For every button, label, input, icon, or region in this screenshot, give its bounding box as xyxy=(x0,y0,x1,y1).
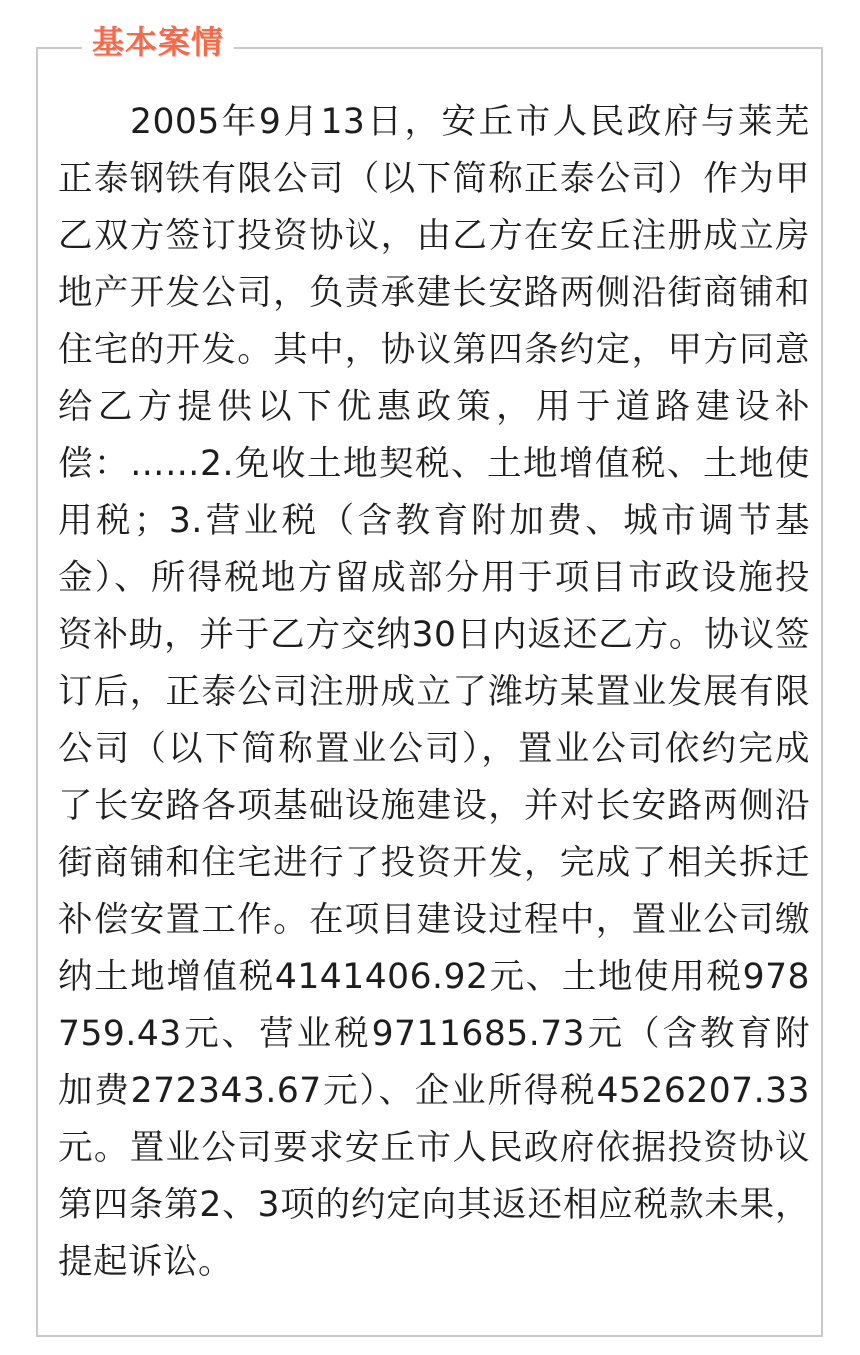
case-paragraph: 2005年9月13日，安丘市人民政府与莱芜正泰钢铁有限公司（以下简称正泰公司）作为甲乙双方签订投资协议，由乙方在安丘注册成立房地产开发公司，负责承建长安路两侧沿街商铺和住宅的开发。其中，协议第四条约定，甲方同意给乙方提供以下优惠政策，用于道路建设补偿：……2.免收土地契税、土地增值税、土地使用税；3.营业税（含教育附加费、城市调节基金）、所得税地方留成部分用于项目市政设施投资补助，并于乙方交纳30日内返还乙方。协议签订后，正泰公司注册成立了潍坊某置业发展有限公司（以下简称置业公司），置业公司依约完成了长安路各项基础设施建设，并对长安路两侧沿街商铺和住宅进行了投资开发，完成了相关拆迁补偿安置工作。在项目建设过程中，置业公司缴纳土地增值税4141406.92元、土地使用税978759.43元、营业税9711685.73元（含教育附加费272343.67元）、企业所得税4526207.33元。置业公司要求安丘市人民政府依据投资协议第四条第2、3项的约定向其返还相应税款未果，提起诉讼。 xyxy=(58,102,810,1282)
section-title: 基本案情 xyxy=(82,16,234,68)
